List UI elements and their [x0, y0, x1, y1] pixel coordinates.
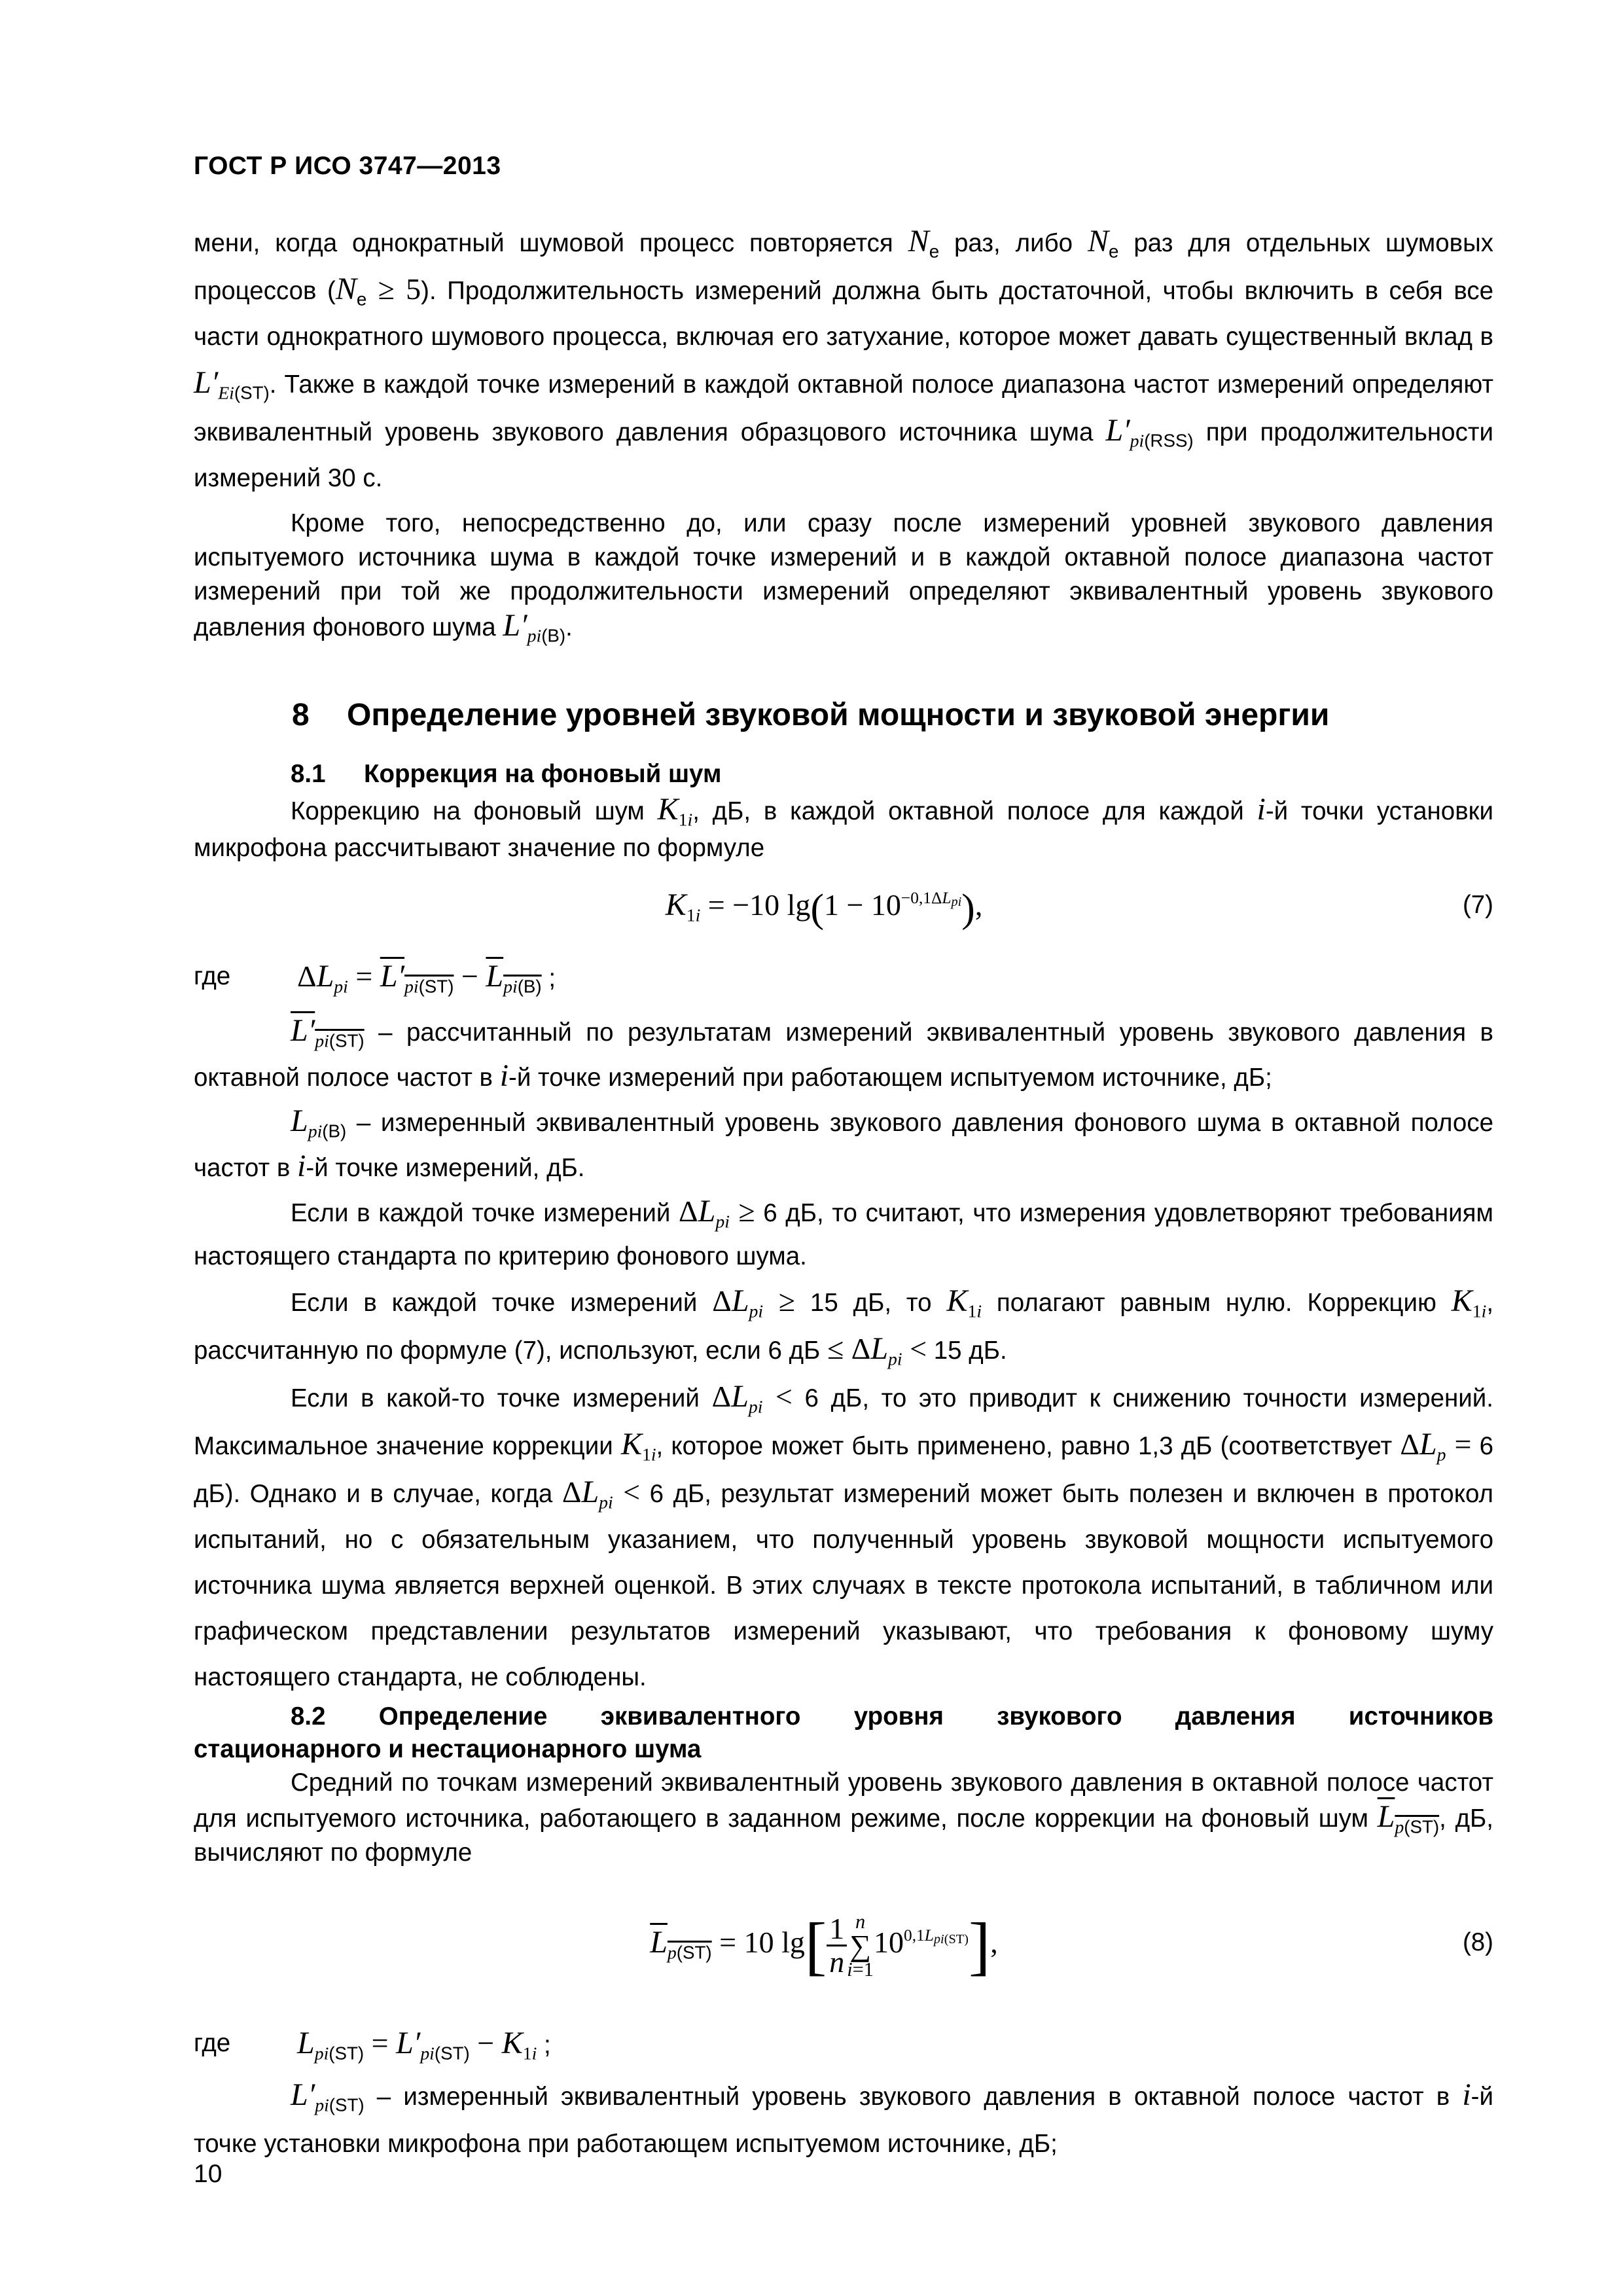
section-8-2-heading-cont: стационарного и нестационарного шума: [194, 1735, 702, 1763]
paragraph-6: Если в какой-то точке измерений $\Delta L_{pi} < 6$ дБ, то это приводит к снижению точности измерений. Максимальное значение коррекции $K_{1i}$, которое может быть применено, равно 1,3 дБ (соответствует $\Delta L_p = 6$ дБ). Однако и в случае, когда $\Delta L_{pi} < 6$ дБ, результат измерений может быть полезен и включен в протокол испытаний, но с обязательным указанием, что полученный уровень звуковой мощности испытуемого источника шума является верхней оценкой. В этих случаях в тексте протокола испытаний, в табличном или графическом представлении результатов измерений указывают, что требования к фоновому шуму настоящего стандарта, не соблюдены.: [194, 1379, 1494, 1691]
paragraph-4: Если в каждой точке измерений $\Delta L_{pi} \ge 6$ дБ, то считают, что измерения удовлетворяют требованиям настоящего стандарта по критерию фонового шума.: [194, 1194, 1493, 1270]
formula-7-number: (7): [1462, 891, 1493, 919]
paragraph-5: Если в каждой точке измерений $\Delta L_{pi} \ge 15$ дБ, то $K_{1i}$ полагают равным нулю. Коррекцию $K_{1i}$, рассчитанную по формуле (7), используют, если 6 дБ ≤ $\Delta L_{pi} < 15$ дБ.: [194, 1283, 1494, 1369]
formula-7: [194, 867, 1493, 944]
formula-8-number: (8): [1462, 1928, 1493, 1956]
section-8-2-heading: 8.2 Определение эквивалентного уровня звукового давления источников: [291, 1702, 1494, 1731]
formula-8-expression: $L_{p(ST)} = 10$ lg[ $\frac{1}{n}$ n ∑ i=1 $10^{0,1Lpi(ST)}$],: [650, 1909, 998, 1982]
where-clause-1: где $\Delta L_{pi} = L'_{pi(ST)} - L_{pi(B)}$ ;: [194, 944, 1493, 1009]
definition-lpi-b: $L_{pi(B)}$ – измеренный эквивалентный уровень звукового давления фонового шума в октавной полосе частот в i-й точке измерений, дБ.: [194, 1103, 1493, 1183]
formula-8: [194, 1874, 1493, 2011]
document-header: ГОСТ Р ИСО 3747—2013: [194, 152, 501, 180]
page-content: [194, 219, 1493, 2168]
formula-7-expression: $K_{1i} = -10$ $\lg(1 - 10^{-0,1\Delta Lpi})$,: [665, 886, 983, 931]
page-number: 10: [194, 2160, 223, 2188]
paragraph-7: Средний по точкам измерений эквивалентный уровень звукового давления в октавной полосе частот для испытуемого источника, работающего в заданном режиме, после коррекции на фоновый шум $L_{p(ST)}$, дБ, вычисляют по формуле: [194, 1768, 1493, 1867]
section-8-heading: 8 Определение уровней звуковой мощности и звуковой энергии: [292, 698, 1330, 732]
definition-lpi-st: $L'_{pi(ST)}$ – рассчитанный по результатам измерений эквивалентный уровень звукового давления в октавной полосе частот в i-й точке измерений при работающем испытуемом источнике, дБ;: [194, 1013, 1493, 1093]
paragraph-2: Кроме того, непосредственно до, или сразу после измерений уровней звукового давления испытуемого источника шума в каждой точке измерений и в каждой октавной полосе диапазона частот измерений при той же продолжительности измерений определяют эквивалентный уровень звукового давления фонового шума $L'_{pi(B)}$.: [194, 509, 1493, 646]
delta-lpi-definition: $\Delta L_{pi} = L'_{pi(ST)} - L_{pi(B)}$ ;: [297, 959, 556, 997]
paragraph-1: мени, когда однократный шумовой процесс повторяется $N_е$ раз, либо $N_е$ раз для отдельных шумовых процессов $(N_е \ge 5)$. Продолжительность измерений должна быть достаточной, чтобы включить в себя все части однократного шумового процесса, включая его затухание, которое может давать существенный вклад в $L'_{Ei(ST)}$. Также в каждой точке измерений в каждой октавной полосе диапазона частот измерений определяют эквивалентный уровень звукового давления образцового источника шума $L'_{pi(RSS)}$ при продолжительности измерений 30 с.: [194, 224, 1494, 492]
where-clause-2: где $L_{pi(ST)} = L'_{pi(ST)} - K_{1i}$ ;: [194, 2015, 1493, 2072]
paragraph-3: Коррекцию на фоновый шум $K_{1i}$, дБ, в каждой октавной полосе для каждой i-й точки установки микрофона рассчитывают значение по формуле: [194, 792, 1493, 862]
section-8-1-heading: 8.1 Коррекция на фоновый шум: [291, 760, 722, 788]
definition-lpi-st-measured: $L'_{pi(ST)}$ – измеренный эквивалентный уровень звукового давления в октавной полосе частот в i-й точке установки микрофона при работающем испытуемом источнике, дБ;: [194, 2077, 1493, 2158]
lpi-st-definition: $L_{pi(ST)} = L'_{pi(ST)} - K_{1i}$ ;: [297, 2026, 551, 2064]
